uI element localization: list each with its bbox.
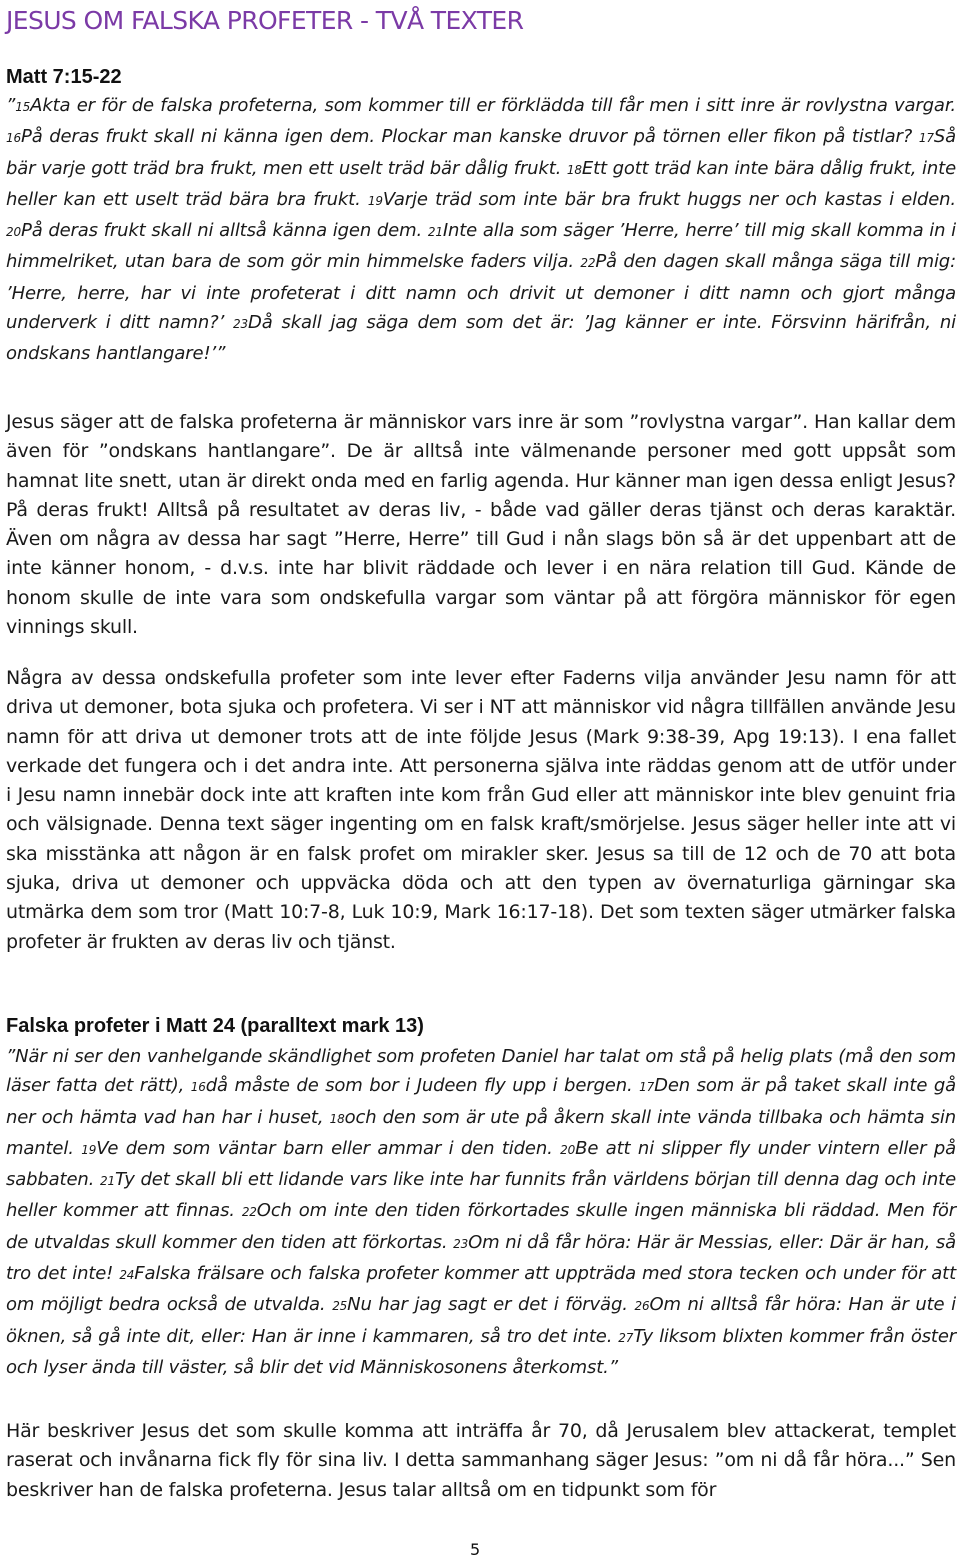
verse-number: 25 xyxy=(332,1299,348,1314)
verse-text: På den dagen skall många säga till mig: ’Herre, herre, har vi inte profeterat i ditt namn och drivit ut demoner i ditt namn och gjort många underverk i ditt namn?’ xyxy=(6,251,956,334)
section1-paragraph-1: Jesus säger att de falska profeterna är människor vars inre är som ”rovlystna vargar”. Han kallar dem även för ”ondskans hantlangare”. De är alltså inte välmenande personer med gott uppsåt som hamnat lite snett, utan är direkt onda med en farlig agenda. Hur känner man igen dessa enligt Jesus? På deras frukt! Alltså på resultatet av deras liv, - både vad gäller deras tjänst och deras karaktär. Även om några av dessa har sagt ”Herre, Herre” till Gud i nån slags bön så är det uppenbart att de inte känner honom, - d.v.s. inte har blivit räddade och lever i en nära relation till Gud. Kände de honom skulle de inte vara som ondskefulla vargar som väntar på att förgöra människor för egen vinnings skull. xyxy=(6,411,956,639)
section2-heading: Falska profeter i Matt 24 (paralltext mark 13) xyxy=(6,1015,424,1037)
verse-text: På deras frukt skall ni känna igen dem. Plockar man kanske druvor på törnen eller fikon på tistlar? xyxy=(20,126,919,148)
verse-number: 20 xyxy=(560,1142,576,1157)
verse-text: Inte alla som säger ’Herre, herre’ till mig skall komma in i himmelriket, utan bara de som gör min himmelske faders vilja. xyxy=(6,220,956,273)
section1-paragraph-2: Några av dessa ondskefulla profeter som inte lever efter Faderns vilja använder Jesu namn för att driva ut demoner, bota sjuka och profetera. Vi ser i NT att människor vid några tillfällen använde Jesu namn för att driva ut demoner trots att de inte följde Jesus (Mark 9:38-39, Apg 19:13). I ena fallet verkade det fungera och i det andra inte. Att personerna själva inte räddas genom att de utför under i Jesu namn innebär dock inte att kraften inte kom från Gud eller att människor inte blev genuint fria och välsignade. Denna text säger ingenting om en falsk kraft/smörjelse. Jesus säger heller inte att vi ska misstänka att någon är en falsk profet om mirakler sker. Jesus sa till de 12 och de 70 att bota sjuka, driva ut demoner och uppväcka döda och att den typen av övernaturliga gärningar ska utmärka dem som tror (Matt 10:7-8, Luk 10:9, Mark 16:17-18). Det som texten säger utmärker falska profeter är frukten av deras liv och tjänst. xyxy=(6,667,956,953)
page-number: 5 xyxy=(470,1540,481,1559)
verse-number: 21 xyxy=(99,1174,115,1189)
document-title: JESUS OM FALSKA PROFETER - TVÅ TEXTER xyxy=(6,6,524,35)
section2-paragraph-1: Här beskriver Jesus det som skulle komma att inträffa år 70, då Jerusalem blev attackerat, templet raserat och invånarna fick fly för sina liv. I detta sammanhang säger Jesus: ”om ni då får höra...” Sen beskriver han de falska profeterna. Jesus talar alltså om en tidpunkt som för xyxy=(6,1420,956,1501)
section1-heading: Matt 7:15-22 xyxy=(6,66,122,88)
verse-text: och den som är ute på åkern skall inte vända tillbaka och hämta sin mantel. xyxy=(6,1106,956,1159)
verse-number: 19 xyxy=(81,1142,97,1157)
verse-text: Ett gott träd kan inte bära dålig frukt, inte heller kan ett uselt träd bära bra frukt. xyxy=(6,157,956,210)
verse-text: Falska frälsare och falska profeter kommer att uppträda med stora tecken och under för att om möjligt bedra också de utvalda. xyxy=(6,1263,956,1316)
verse-text: Ve dem som väntar barn eller ammar i den tiden. xyxy=(96,1137,561,1159)
verse-number: 16 xyxy=(190,1080,206,1095)
verse-number: 27 xyxy=(618,1330,634,1345)
verse-number: 19 xyxy=(367,193,383,208)
verse-number: 18 xyxy=(329,1111,345,1126)
verse-number: 23 xyxy=(453,1236,469,1251)
verse-number: 24 xyxy=(119,1268,135,1283)
verse-number: 15 xyxy=(15,100,31,114)
verse-text: ” xyxy=(6,95,16,116)
verse-number: 17 xyxy=(918,131,934,146)
verse-number: 18 xyxy=(566,162,582,177)
verse-number: 16 xyxy=(6,131,21,146)
verse-text: Akta er för de falska profeterna, som kommer till er förklädda till får men i sitt inre är rovlystna vargar. xyxy=(30,95,956,116)
verse-number: 23 xyxy=(233,317,249,332)
verse-text: Den som är på taket skall inte gå ner och hämta vad han har i huset, xyxy=(6,1075,956,1128)
verse-number: 22 xyxy=(241,1205,257,1220)
section2-scripture-quote xyxy=(6,1042,956,1382)
verse-text: Ty det skall bli ett lidande vars like inte har funnits från världens början till denna dag och inte heller kommer att finnas. xyxy=(6,1169,956,1222)
verse-text: Så bär varje gott träd bra frukt, men ett uselt träd bär dålig frukt. xyxy=(6,126,956,179)
verse-text: då måste de som bor i Judeen fly upp i bergen. xyxy=(205,1075,640,1097)
verse-text: Då skall jag säga dem som det är: ’Jag känner er inte. Försvinn härifrån, ni ondskans hantlangare!’” xyxy=(6,312,956,365)
section1-scripture-quote xyxy=(6,91,956,369)
verse-number: 17 xyxy=(639,1080,655,1095)
verse-text: Ty liksom blixten kommer från öster och lyser ända till väster, så blir det vid Människosonens återkomst.” xyxy=(6,1325,956,1378)
verse-text: Om ni alltså får höra: Han är ute i öknen, så gå inte dit, eller: Han är inne i kammaren, så tro det inte. xyxy=(6,1294,957,1347)
verse-text: Varje träd som inte bär bra frukt huggs ner och kastas i elden. xyxy=(382,188,956,210)
verse-number: 26 xyxy=(634,1299,650,1314)
verse-text: Och om inte den tiden förkortades skulle ingen människa bli räddad. Men för de utvaldas skull kommer den tiden att förkortas. xyxy=(6,1200,956,1253)
verse-text: På deras frukt skall ni alltså känna igen dem. xyxy=(20,220,428,242)
verse-number: 22 xyxy=(580,256,596,271)
verse-number: 20 xyxy=(6,225,21,240)
verse-text: ”När ni ser den vanhelgande skändlighet som profeten Daniel har talat om stå på helig plats (må den som läser fatta det rätt), xyxy=(6,1046,956,1097)
verse-number: 21 xyxy=(427,225,443,240)
verse-text: Om ni då får höra: Här är Messias, eller: Där är han, så tro det inte! xyxy=(6,1231,956,1285)
verse-text: Be att ni slipper fly under vintern eller på sabbaten. xyxy=(6,1137,956,1191)
verse-text: Nu har jag sagt er det i förväg. xyxy=(347,1294,635,1316)
